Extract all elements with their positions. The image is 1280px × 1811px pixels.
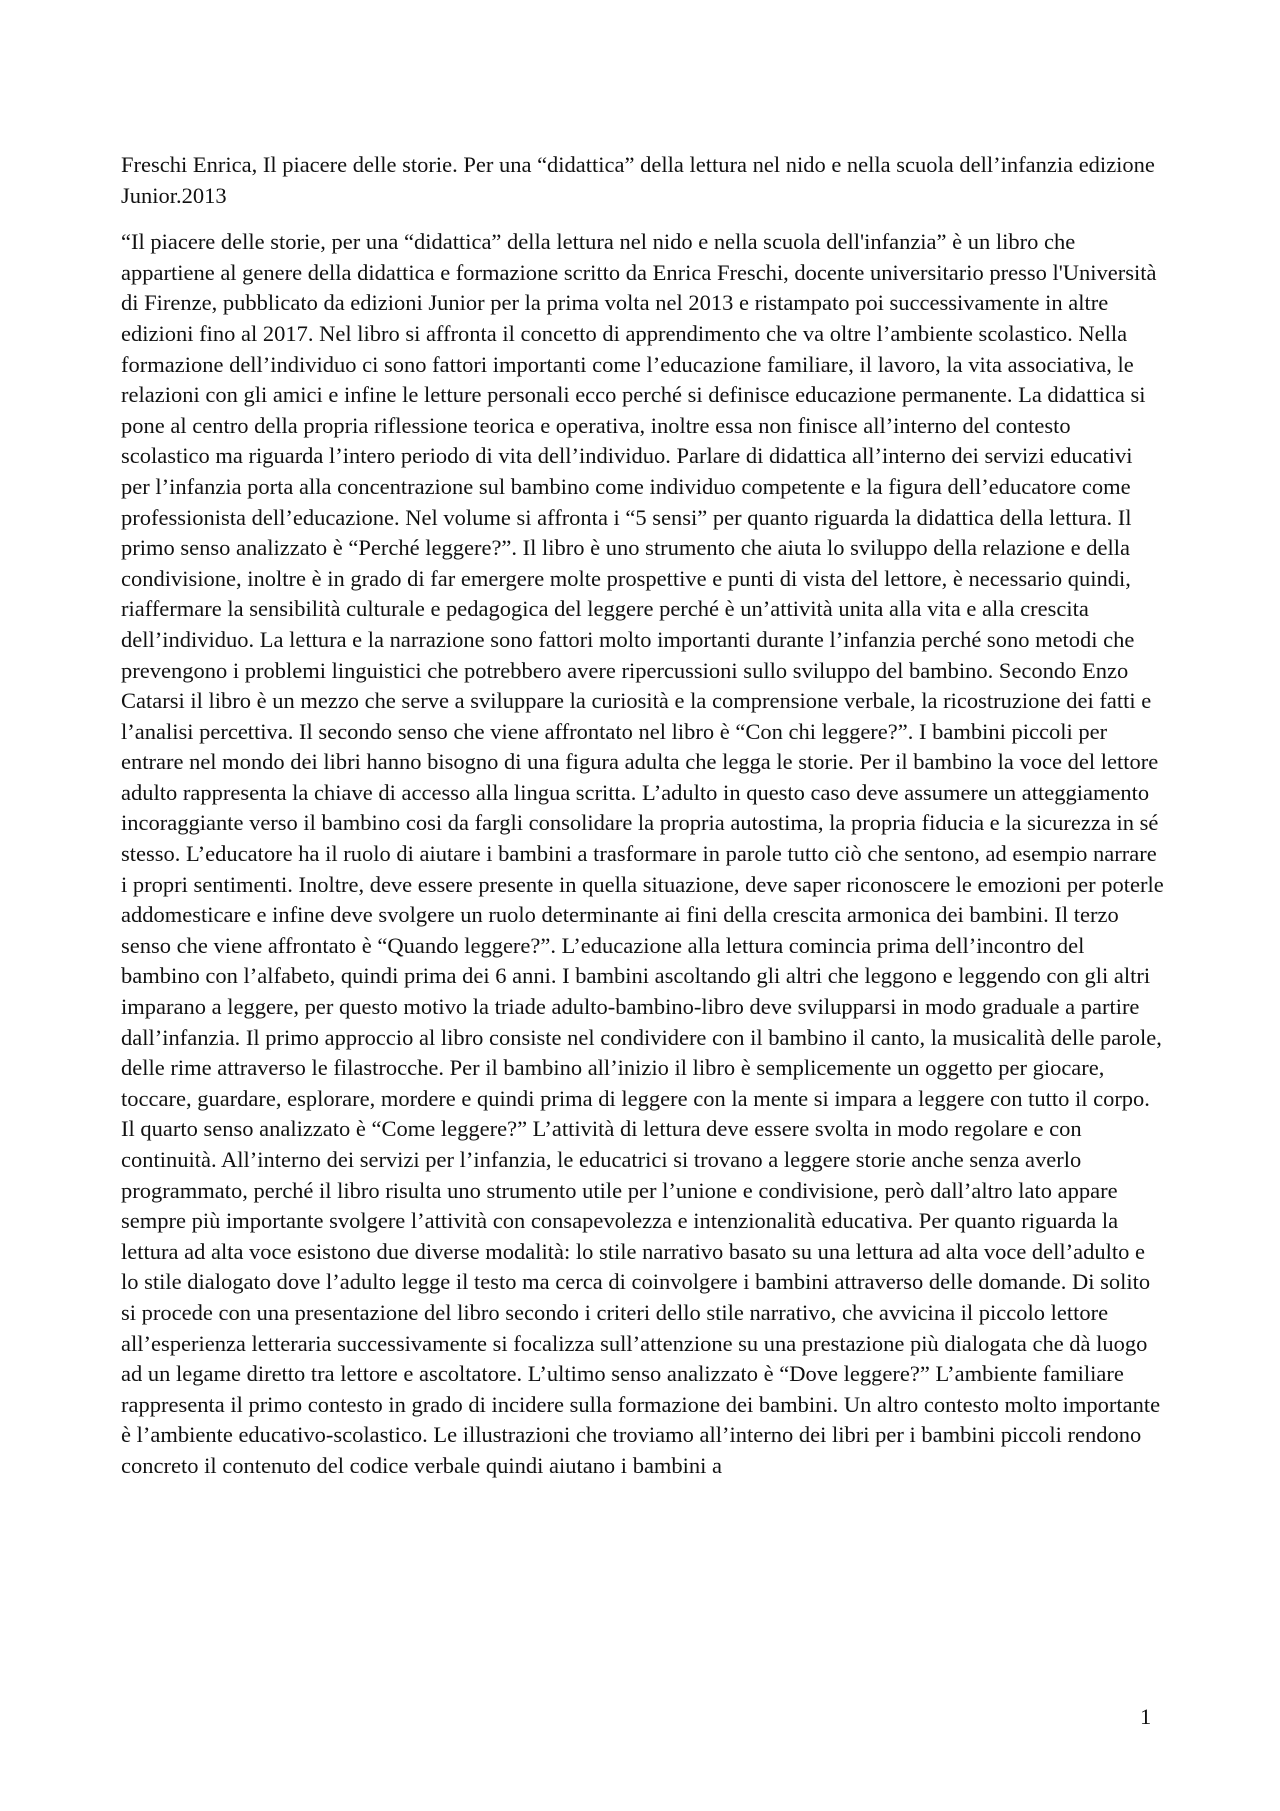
document-body-paragraph: “Il piacere delle storie, per una “didattica” della lettura nel nido e nella scuola dell'infanzia” è un libro che appartiene al genere della didattica e formazione scritto da Enrica Freschi, docente universitario presso l'Università di Firenze, pubblicato da edizioni Junior per la prima volta nel 2013 e ristampato poi successivamente in altre edizioni fino al 2017. Nel libro si affronta il concetto di apprendimento che va oltre l’ambiente scolastico. Nella formazione dell’individuo ci sono fattori importanti come l’educazione familiare, il lavoro, la vita associativa, le relazioni con gli amici e infine le letture personali ecco perché si definisce educazione permanente. La didattica si pone al centro della propria riflessione teorica e operativa, inoltre essa non finisce all’interno del contesto scolastico ma riguarda l’intero periodo di vita dell’individuo. Parlare di didattica all’interno dei servizi educativi per l’infanzia porta alla concentrazione sul bambino come individuo competente e la figura dell’educatore come professionista dell’educazione. Nel volume si affronta i “5 sensi” per quanto riguarda la didattica della lettura. Il primo senso analizzato è “Perché leggere?”. Il libro è uno strumento che aiuta lo sviluppo della relazione e della condivisione, inoltre è in grado di far emergere molte prospettive e punti di vista del lettore, è necessario quindi, riaffermare la sensibilità culturale e pedagogica del leggere perché è un’attività unita alla vita e alla crescita dell’individuo. La lettura e la narrazione sono fattori molto importanti durante l’infanzia perché sono metodi che prevengono i problemi linguistici che potrebbero avere ripercussioni sullo sviluppo del bambino. Secondo Enzo Catarsi il libro è un mezzo che serve a sviluppare la curiosità e la comprensione verbale, la ricostruzione dei fatti e l’analisi percettiva. Il secondo senso che viene affrontato nel libro è “Con chi leggere?”. I bambini piccoli per entrare nel mondo dei libri hanno bisogno di una figura adulta che legga le storie. Per il bambino la voce del lettore adulto rappresenta la chiave di accesso alla lingua scritta. L’adulto in questo caso deve assumere un atteggiamento incoraggiante verso il bambino cosi da fargli consolidare la propria autostima, la propria fiducia e la sicurezza in sé stesso. L’educatore ha il ruolo di aiutare i bambini a trasformare in parole tutto ciò che sentono, ad esempio narrare i propri sentimenti. Inoltre, deve essere presente in quella situazione, deve saper riconoscere le emozioni per poterle addomesticare e infine deve svolgere un ruolo determinante ai fini della crescita armonica dei bambini. Il terzo senso che viene affrontato è “Quando leggere?”. L’educazione alla lettura comincia prima dell’incontro del bambino con l’alfabeto, quindi prima dei 6 anni. I bambini ascoltando gli altri che leggono e leggendo con gli altri imparano a leggere, per questo motivo la triade adulto-bambino-libro deve svilupparsi in modo graduale a partire dall’infanzia. Il primo approccio al libro consiste nel condividere con il bambino il canto, la musicalità delle parole, delle rime attraverso le filastrocche. Per il bambino all’inizio il libro è semplicemente un oggetto per giocare, toccare, guardare, esplorare, mordere e quindi prima di leggere con la mente si impara a leggere con tutto il corpo. Il quarto senso analizzato è “Come leggere?” L’attività di lettura deve essere svolta in modo regolare e con continuità. All’interno dei servizi per l’infanzia, le educatrici si trovano a leggere storie anche senza averlo programmato, perché il libro risulta uno strumento utile per l’unione e condivisione, però dall’altro lato appare sempre più importante svolgere l’attività con consapevolezza e intenzionalità educativa. Per quanto riguarda la lettura ad alta voce esistono due diverse modalità: lo stile narrativo basato su una lettura ad alta voce dell’adulto e lo stile dialogato dove l’adulto legge il testo ma cerca di coinvolgere i bambini attraverso delle domande. Di solito si procede con una presentazione del libro secondo i criteri dello stile narrativo, che avvicina il piccolo lettore all’esperienza letteraria successivamente si focalizza sull’attenzione su una prestazione più dialogata che dà luogo ad un legame diretto tra lettore e ascoltatore. L’ultimo senso analizzato è “Dove leggere?” L’ambiente familiare rappresenta il primo contesto in grado di incidere sulla formazione dei bambini. Un altro contesto molto importante è l’ambiente educativo-scolastico. Le illustrazioni che troviamo all’interno dei libri per i bambini piccoli rendono concreto il contenuto del codice verbale quindi aiutano i bambini a <box>121 229 1164 1478</box>
document-heading: Freschi Enrica, Il piacere delle storie. Per una “didattica” della lettura nel nido e nella scuola dell’infanzia edizione Junior.2013 <box>121 152 1155 208</box>
document-content <box>121 150 1164 1482</box>
page-number: 1 <box>1140 1704 1152 1729</box>
